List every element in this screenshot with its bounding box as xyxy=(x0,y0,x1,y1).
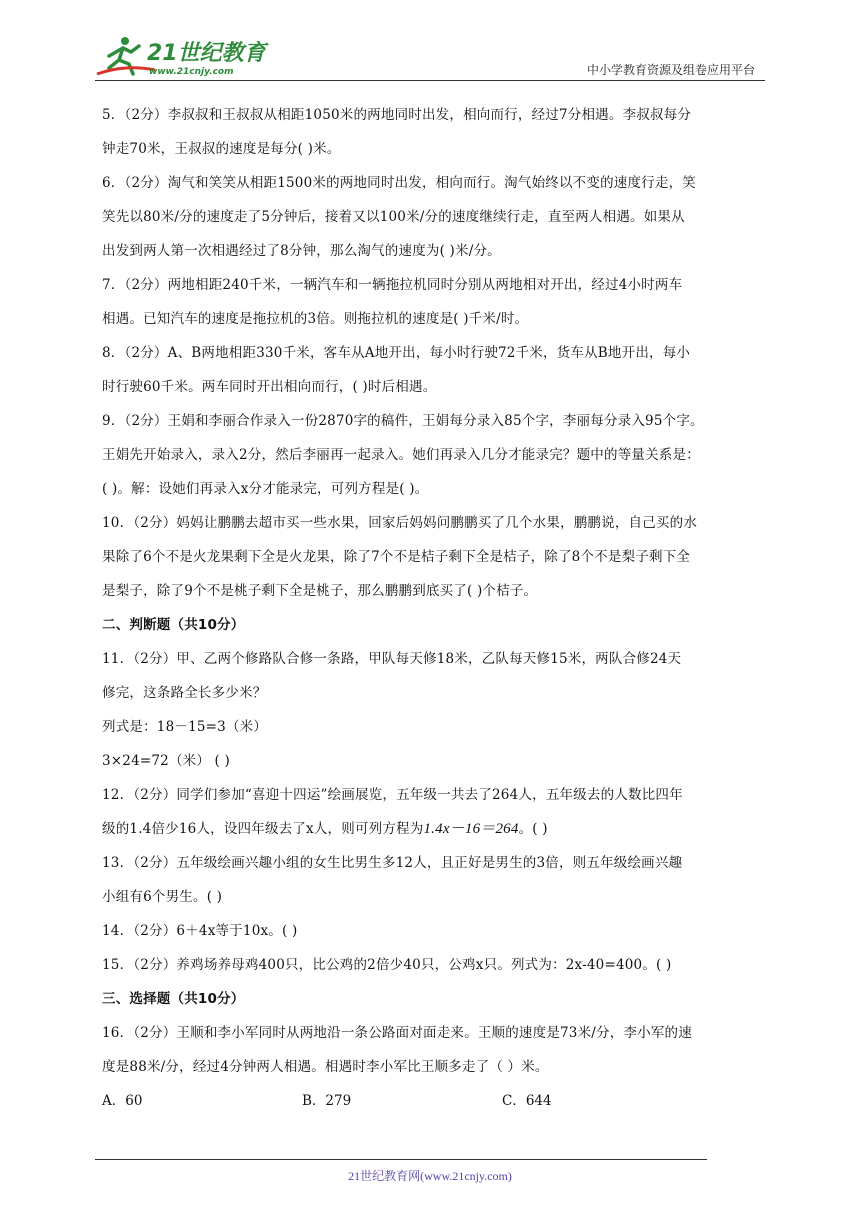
text-line: 修完，这条路全长多少米？ xyxy=(102,685,267,701)
section-heading: 三、选择题（共10分） xyxy=(102,991,245,1007)
text-line: 时行驶60千米。两车同时开出相向而行，( )时后相遇。 xyxy=(102,379,437,395)
text-line-with-equation xyxy=(102,812,762,846)
q12-answer-blank: 。( ) xyxy=(518,821,548,837)
option-b: B．279 xyxy=(302,1093,352,1109)
text-line: 是梨子，除了9个不是桃子剩下全是桃子，那么鹏鹏到底买了( )个桔子。 xyxy=(102,583,538,599)
text-line: 6．（2分）淘气和笑笑从相距1500米的两地同时出发，相向而行。淘气始终以不变的速度行走，笑 xyxy=(102,175,696,191)
header-divider xyxy=(95,80,765,81)
text-line: 笑先以80米/分的速度走了5分钟后，接着又以100米/分的速度继续行走，直至两人相遇。如果从 xyxy=(102,209,685,225)
text-line: 5．（2分）李叔叔和王叔叔从相距1050米的两地同时出发，相向而行，经过7分相遇。李叔叔每分 xyxy=(102,107,692,123)
page-footer: 21世纪教育网(www.21cnjy.com) xyxy=(348,1169,512,1183)
page-header xyxy=(95,28,765,80)
section-heading: 二、判断题（共10分） xyxy=(102,617,245,633)
text-line: 13．（2分）五年级绘画兴趣小组的女生比男生多12人，且正好是男生的3倍，则五年级绘画兴趣 xyxy=(102,855,683,871)
text-line: 3×24=72（米） ( ) xyxy=(102,753,230,769)
text-line: ( )。解：设她们再录入x分才能录完，可列方程是( )。 xyxy=(102,481,429,497)
text-line: 出发到两人第一次相遇经过了8分钟，那么淘气的速度为( )米/分。 xyxy=(102,243,501,259)
text-line: 果除了6个不是火龙果剩下全是火龙果，除了7个不是桔子剩下全是桔子，除了8个不是梨子剩下全 xyxy=(102,549,691,565)
text-line: 15．（2分）养鸡场养母鸡400只，比公鸡的2倍少40只，公鸡x只。列式为：2x-40=400。( ) xyxy=(102,957,672,973)
text-line: 16．（2分）王顺和李小军同时从两地沿一条公路面对面走来。王顺的速度是73米/分，李小军的速 xyxy=(102,1025,692,1041)
option-c: C．644 xyxy=(502,1093,552,1109)
text-line: 王娟先开始录入，录入2分，然后李丽再一起录入。她们再录入几分才能录完？题中的等量关系是： xyxy=(102,447,700,463)
text-line: 11．（2分）甲、乙两个修路队合修一条路，甲队每天修18米，乙队每天修15米，两队合修24天 xyxy=(102,651,682,667)
logo-url: www.21cnjy.com xyxy=(149,67,234,77)
text-line: 14．（2分）6＋4x等于10x。( ) xyxy=(102,923,298,939)
text-line: 10．（2分）妈妈让鹏鹏去超市买一些水果，回家后妈妈问鹏鹏买了几个水果，鹏鹏说，自己买的水 xyxy=(102,515,698,531)
text-line: 8．（2分）A、B两地相距330千米，客车从A地开出，每小时行驶72千米，货车从B地开出，每小 xyxy=(102,345,691,361)
text-line: 相遇。已知汽车的速度是拖拉机的3倍。则拖拉机的速度是( )千米/时。 xyxy=(102,311,529,327)
q12-equation: 1.4x－16＝264 xyxy=(423,821,519,837)
logo-21cnjy xyxy=(95,34,270,78)
answer-options xyxy=(102,1084,762,1118)
text-line: 7．（2分）两地相距240千米，一辆汽车和一辆拖拉机同时分别从两地相对开出，经过4小时两车 xyxy=(102,277,683,293)
platform-title: 中小学教育资源及组卷应用平台 xyxy=(586,63,755,77)
fill-blank-questions xyxy=(102,98,762,608)
text-line: 度是88米/分，经过4分钟两人相遇。相遇时李小军比王顺多走了（ ）米。 xyxy=(102,1059,549,1075)
document-body xyxy=(102,98,762,1118)
text-line: 9．（2分）王娟和李丽合作录入一份2870字的稿件，王娟每分录入85个字，李丽每分录入95个字。 xyxy=(102,413,704,429)
footer-divider xyxy=(95,1159,707,1160)
option-a: A．60 xyxy=(102,1093,143,1109)
logo-text: 21世纪教育 xyxy=(147,41,266,66)
true-false-section xyxy=(102,608,762,982)
text-line: 列式是：18－15=3（米） xyxy=(102,719,268,735)
q12-text: 级的1.4倍少16人，设四年级去了x人，则可列方程为 xyxy=(102,821,424,837)
multiple-choice-section xyxy=(102,982,762,1118)
text-line: 小组有6个男生。( ) xyxy=(102,889,223,905)
text-line: 钟走70米，王叔叔的速度是每分( )米。 xyxy=(102,141,341,157)
text-line: 12．（2分）同学们参加“喜迎十四运”绘画展览，五年级一共去了264人，五年级去的人数比四年 xyxy=(102,787,683,803)
